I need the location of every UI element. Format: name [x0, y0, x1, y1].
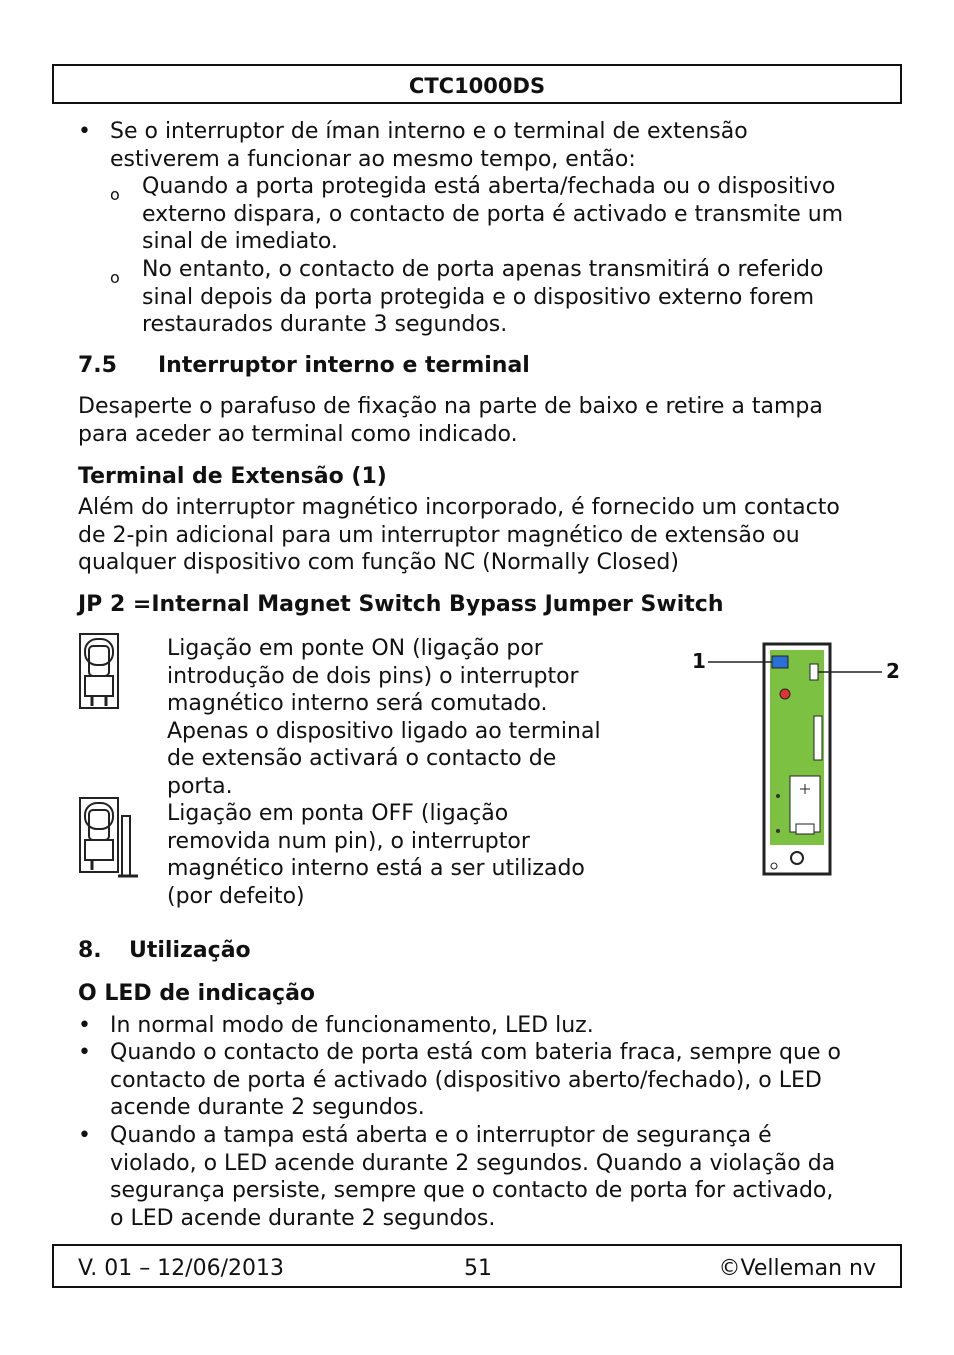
led-heading: O LED de indicação	[78, 981, 316, 1006]
model-title: CTC1000DS	[408, 74, 546, 98]
intro-sub1-text: Quando a porta protegida está aberta/fechada ou o dispositivo externo dispara, o contacto de porta é activado e transmite um sinal de imediato.	[142, 174, 844, 255]
pcb-diagram	[690, 636, 910, 888]
jumper-off-text: Ligação em ponta OFF (ligação removida num pin), o interruptor magnético interno está a ser utilizado (por defeito)	[167, 801, 585, 909]
section-title: Utilização	[129, 938, 251, 963]
footer-box	[52, 1244, 902, 1288]
bullet-marker: •	[78, 1040, 91, 1065]
section-number: 8.	[78, 938, 102, 963]
jumper-on-icon	[78, 632, 122, 712]
jp-heading: JP 2 =Internal Magnet Switch Bypass Jumper Switch	[78, 592, 724, 617]
diagram-label-1: 1	[692, 649, 706, 673]
section-paragraph: Desaperte o parafuso de fixação na parte de baixo e retire a tampa para aceder ao terminal como indicado.	[78, 394, 823, 447]
intro-sub2-text: No entanto, o contacto de porta apenas transmitirá o referido sinal depois da porta protegida e o dispositivo externo forem restaurados durante 3 segundos.	[142, 257, 824, 338]
led-bullet-3: Quando a tampa está aberta e o interruptor de segurança é violado, o LED acende durante 2 segundos. Quando a violação da segurança persiste, sempre que o contacto de porta for activado, o LED acende durante 2 segundos.	[110, 1123, 836, 1231]
sub-heading: Terminal de Extensão (1)	[78, 464, 387, 489]
jumper-off-icon	[78, 796, 140, 880]
bullet-marker: •	[78, 119, 91, 144]
section-number: 7.5	[78, 353, 117, 378]
footer-version: V. 01 – 12/06/2013	[78, 1256, 284, 1281]
led-bullet-1: In normal modo de funcionamento, LED luz.	[110, 1013, 594, 1038]
intro-bullet-text: Se o interruptor de íman interno e o terminal de extensão estiverem a funcionar ao mesmo tempo, então:	[110, 119, 748, 172]
sub-marker: o	[110, 268, 120, 287]
sub-marker: o	[110, 185, 120, 204]
header-box	[52, 64, 902, 104]
section-title: Interruptor interno e terminal	[158, 353, 530, 378]
bullet-marker: •	[78, 1013, 91, 1038]
screw-icon	[791, 852, 803, 864]
extension-terminal	[772, 656, 788, 668]
diagram-label-2: 2	[886, 659, 900, 683]
footer-copyright: ©Velleman nv	[718, 1256, 876, 1281]
footer-page-number: 51	[464, 1256, 492, 1281]
bullet-marker: •	[78, 1123, 91, 1148]
jumper-on-text: Ligação em ponte ON (ligação por introdução de dois pins) o interruptor magnético interno será comutado. Apenas o dispositivo ligado ao terminal de extensão activará o contacto de porta.	[167, 636, 601, 799]
led-icon	[780, 689, 790, 699]
led-bullet-2: Quando o contacto de porta está com bateria fraca, sempre que o contacto de porta é activado (dispositivo aberto/fechado), o LED acende durante 2 segundos.	[110, 1040, 841, 1121]
jp2-jumper	[810, 664, 818, 680]
sub-paragraph: Além do interruptor magnético incorporado, é fornecido um contacto de 2-pin adicional para um interruptor magnético de extensão ou qualquer dispositivo com função NC (Normally Closed)	[78, 495, 840, 576]
reed-switch	[814, 716, 822, 760]
